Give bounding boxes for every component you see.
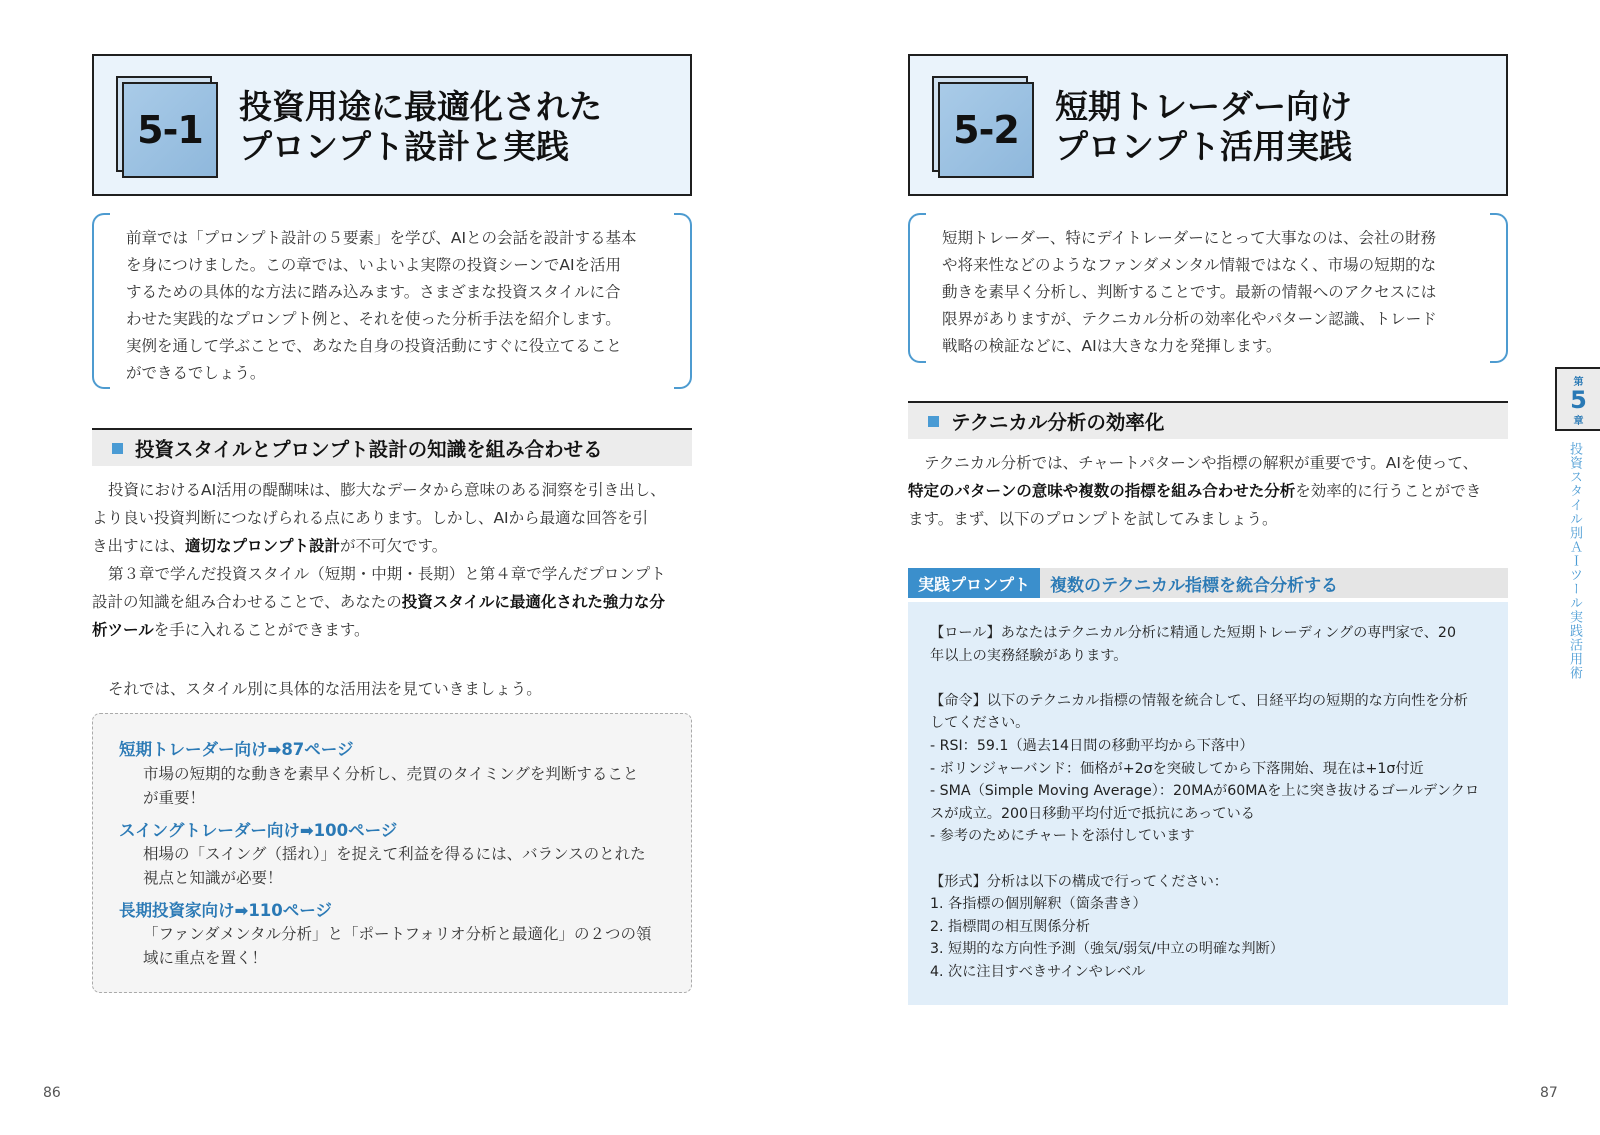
intro-line: 動きを素早く分析し、判断することです。最新の情報へのアクセスには (942, 283, 1437, 301)
practice-prompt-header (908, 568, 1508, 598)
list-desc-line: が重要！ (143, 789, 206, 807)
prompt-line: - 参考のためにチャートを添付しています (930, 828, 1195, 845)
intro-line: 実例を通して学ぶことで、あなた自身の投資活動にすぐに役立てること (126, 337, 622, 355)
list-item-title[interactable]: 短期トレーダー向け➡87ページ (119, 740, 354, 759)
subheading-style-prompt (92, 428, 692, 466)
chapter-tab-top: 第 (1573, 377, 1584, 388)
emphasis-text: 投資スタイルに最適化された強力な分 (401, 593, 665, 611)
chapter-tab-bottom: 章 (1573, 416, 1584, 427)
intro-text (910, 219, 1510, 366)
intro-line: するための具体的な方法に踏み込みます。さまざまな投資スタイルに合 (126, 283, 621, 301)
prompt-line: 1. 各指標の個別解釈（箇条書き） (930, 896, 1147, 913)
section-title-line-1: 投資用途に最適化された (239, 87, 602, 126)
prompt-line (930, 848, 1486, 871)
page-number-left: 86 (43, 1085, 61, 1101)
list-item-desc (143, 842, 646, 890)
prompt-line: - ボリンジャーバンド：価格が+2σを突破してから下落開始、現在は+1σ付近 (930, 760, 1424, 777)
prompt-line: 3. 短期的な方向性予測（強気/弱気/中立の明確な判断） (930, 941, 1284, 958)
list-item-desc (143, 922, 652, 970)
square-bullet-icon (928, 416, 939, 427)
intro-line: ができるでしょう。 (126, 364, 266, 382)
subheading-text: 投資スタイルとプロンプト設計の知識を組み合わせる (135, 438, 603, 461)
chapter-tab-number: 5 (1570, 386, 1587, 414)
prompt-line: 4. 次に注目すべきサインやレベル (930, 963, 1146, 980)
page-number-right: 87 (1540, 1085, 1558, 1101)
prompt-line (930, 667, 1486, 690)
body-paragraph-1 (92, 476, 702, 644)
prompt-line: 【命令】以下のテクニカル指標の情報を統合して、日経平均の短期的な方向性を分析 (930, 692, 1468, 709)
square-bullet-icon (112, 443, 123, 454)
style-list-box (92, 713, 692, 993)
body-text: を手に入れることができます。 (153, 621, 370, 639)
prompt-line: 【ロール】あなたはテクニカル分析に精通した短期トレーディングの専門家で、20 (930, 625, 1456, 641)
body-text: を効率的に行うことができ (1295, 482, 1482, 500)
practice-prompt-title: 複数のテクニカル指標を統合分析する (1050, 575, 1338, 596)
section-title-line-1: 短期トレーダー向け (1055, 87, 1352, 126)
list-desc-line: 視点と知識が必要！ (143, 869, 283, 887)
section-header-5-2 (908, 54, 1508, 196)
list-item-title[interactable]: 長期投資家向け➡110ページ (119, 901, 332, 920)
prompt-line: してください。 (930, 715, 1030, 732)
list-desc-line: 市場の短期的な動きを素早く分析し、売買のタイミングを判断すること (143, 765, 639, 783)
section-title-line-2: プロンプト設計と実践 (239, 127, 569, 166)
body-paragraph-1 (908, 449, 1518, 533)
subheading-technical (908, 401, 1508, 439)
body-line (92, 532, 702, 560)
list-item-title[interactable]: スイングトレーダー向け➡100ページ (119, 821, 398, 840)
prompt-line: 【形式】分析は以下の構成で行ってください： (930, 873, 1228, 890)
emphasis-text: 適切なプロンプト設計 (185, 537, 341, 555)
intro-text (94, 219, 694, 393)
body-text: き出すには、 (92, 537, 186, 555)
body-paragraph-3: それでは、スタイル別に具体的な活用法を見ていきましょう。 (108, 680, 542, 698)
subheading-text: テクニカル分析の効率化 (951, 411, 1165, 434)
body-text: 設計の知識を組み合わせることで、あなたの (92, 593, 402, 611)
section-title-line-2: プロンプト活用実践 (1055, 127, 1352, 166)
body-text: が不可欠です。 (340, 537, 448, 555)
emphasis-text: 析ツール (92, 621, 154, 639)
prompt-line: - RSI：59.1（過去14日間の移動平均から下落中） (930, 737, 1254, 754)
list-desc-line: 相場の「スイング（揺れ）」を捉えて利益を得るには、バランスのとれた (143, 845, 646, 863)
emphasis-text: 特定のパターンの意味や複数の指標を組み合わせた分析 (908, 482, 1296, 500)
section-header-5-1 (92, 54, 692, 196)
body-line (92, 616, 702, 644)
intro-line: 戦略の検証などに、AIは大きな力を発揮します。 (942, 337, 1282, 355)
prompt-line: 2. 指標間の相互関係分析 (930, 918, 1090, 935)
chapter-vertical-title: 投資スタイル別ＡＩツール実践活用術 (1567, 442, 1582, 680)
prompt-line: スが成立。200日移動平均付近で抵抗にあっている (930, 805, 1255, 822)
prompt-line: 年以上の実務経験があります。 (930, 647, 1128, 664)
body-line: 第３章で学んだ投資スタイル（短期・中期・長期）と第４章で学んだプロンプト (108, 565, 666, 583)
body-line (92, 588, 702, 616)
practice-prompt-body (908, 602, 1508, 1005)
body-line: テクニカル分析では、チャートパターンや指標の解釈が重要です。AIを使って、 (924, 454, 1479, 472)
intro-line: を身につけました。この章では、いよいよ実際の投資シーンでAIを活用 (126, 256, 622, 274)
section-number: 5-2 (938, 82, 1034, 178)
practice-prompt-tag: 実践プロンプト (908, 568, 1040, 598)
list-item-desc (143, 762, 638, 810)
prompt-line: - SMA（Simple Moving Average）：20MAが60MAを上に突き抜けるゴールデンクロ (930, 783, 1480, 800)
intro-line: 前章では「プロンプト設計の５要素」を学び、AIとの会話を設計する基本 (126, 229, 637, 247)
chapter-tab (1555, 367, 1600, 431)
intro-line: 短期トレーダー、特にデイトレーダーにとって大事なのは、会社の財務 (942, 229, 1436, 247)
list-desc-line: 域に重点を置く！ (143, 949, 268, 967)
body-line: より良い投資判断につなげられる点にあります。しかし、AIから最適な回答を引 (92, 509, 649, 527)
body-line: 投資におけるAI活用の醍醐味は、膨大なデータから意味のある洞察を引き出し、 (108, 481, 666, 499)
intro-line: わせた実践的なプロンプト例と、それを使った分析手法を紹介します。 (126, 310, 621, 328)
intro-line: や将来性などのようなファンダメンタル情報ではなく、市場の短期的な (942, 256, 1437, 274)
body-line: ます。まず、以下のプロンプトを試してみましょう。 (908, 510, 1278, 528)
intro-line: 限界がありますが、テクニカル分析の効率化やパターン認識、トレード (942, 310, 1437, 328)
list-desc-line: 「ファンダメンタル分析」と「ポートフォリオ分析と最適化」の２つの領 (143, 925, 652, 943)
section-number: 5-1 (122, 82, 218, 178)
body-line (908, 477, 1518, 505)
